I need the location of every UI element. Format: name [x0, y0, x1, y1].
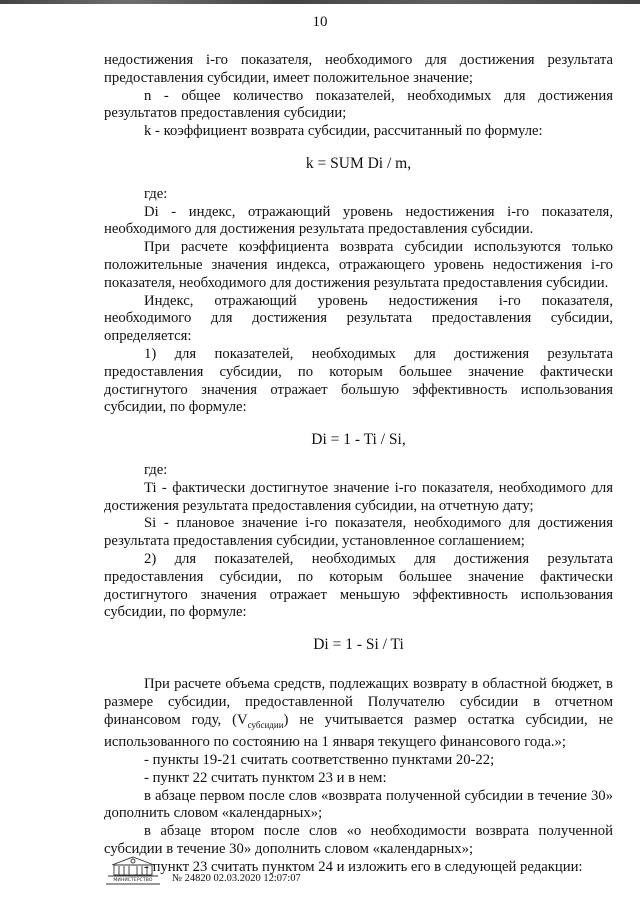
- stamp-caption: МИНИСТЕРСТВО: [113, 878, 153, 883]
- paragraph: где:: [144, 185, 168, 202]
- footer: [100, 851, 400, 891]
- paragraph: в абзаце первом после слов «возврата полученной субсидии в течение 30» дополнить словом «календарных»;: [104, 787, 613, 822]
- paragraph: При расчете коэффициента возврата субсидии используются только положительные значения индекса, отражающего уровень недостижения i-го показателя, необходимого для достижения результата предоставления субсидии.: [104, 239, 613, 291]
- paragraph: k - коэффициент возврата субсидии, рассчитанный по формуле:: [144, 123, 543, 140]
- paragraph: - пункт 22 считать пунктом 23 и в нем:: [144, 769, 387, 786]
- paragraph: Di - индекс, отражающий уровень недостижения i-го показателя, необходимого для достижения результата предоставления субсидии.: [104, 203, 613, 238]
- paragraph: где:: [144, 461, 168, 478]
- paragraph: n - общее количество показателей, необходимых для достижения результатов предоставления субсидии;: [104, 87, 613, 122]
- formula-di-1: Di = 1 - Ti / Si,: [311, 431, 406, 449]
- paragraph-part: При расчете объема средств, подлежащих возврату в областной бюджет, в размере субсидии, предоставленной Получателю субсидии в отчетном финансовом году, (V: [104, 675, 613, 728]
- formula-di-2: Di = 1 - Si / Ti: [313, 636, 404, 654]
- page-number: 10: [312, 14, 328, 30]
- paragraph: в абзаце втором после слов «о необходимости возврата полученной субсидии в течение 30» дополнить словом «календарных»;: [104, 823, 613, 858]
- document-body: [104, 52, 613, 877]
- paragraph: недостижения i-го показателя, необходимого для достижения результата предоставления субсидии, имеет положительное значение;: [104, 52, 613, 86]
- paragraph: Индекс, отражающий уровень недостижения i-го показателя, необходимого для достижения результата предоставления субсидии, определяется:: [104, 292, 613, 345]
- registration-info: № 24820 02.03.2020 12:07:07: [172, 873, 301, 884]
- formula-k: k = SUM Di / m,: [305, 154, 412, 172]
- paragraph: - пункты 19-21 считать соответственно пунктами 20-22;: [144, 752, 495, 769]
- paragraph: Si - плановое значение i-го показателя, необходимого для достижения результата предоставления субсидии, установленное соглашением;: [104, 515, 613, 550]
- subscript: субсидии: [247, 719, 284, 730]
- paragraph: [104, 676, 613, 752]
- paragraph: 1) для показателей, необходимых для достижения результата предоставления субсидии, по которым большее значение фактически достигнутого значения отражает большую эффективность использования субсидии, по формуле:: [104, 345, 613, 416]
- paragraph: - пункт 23 считать пунктом 24 и изложить его в следующей редакции:: [144, 858, 583, 875]
- ministry-stamp-icon: [100, 851, 166, 889]
- paragraph-part: ) не учитывается размер остатка субсидии, не использованного по состоянию на 1 января текущего финансового года.»;: [104, 711, 613, 751]
- paragraph: Ti - фактически достигнутое значение i-го показателя, необходимого для достижения результата предоставления субсидии, на отчетную дату;: [104, 479, 613, 514]
- paragraph: 2) для показателей, необходимых для достижения результата предоставления субсидии, по которым большее значение фактически достигнутого значения отражает меньшую эффективность использования субсидии, по формуле:: [104, 550, 613, 621]
- top-scan-edge: [0, 0, 640, 4]
